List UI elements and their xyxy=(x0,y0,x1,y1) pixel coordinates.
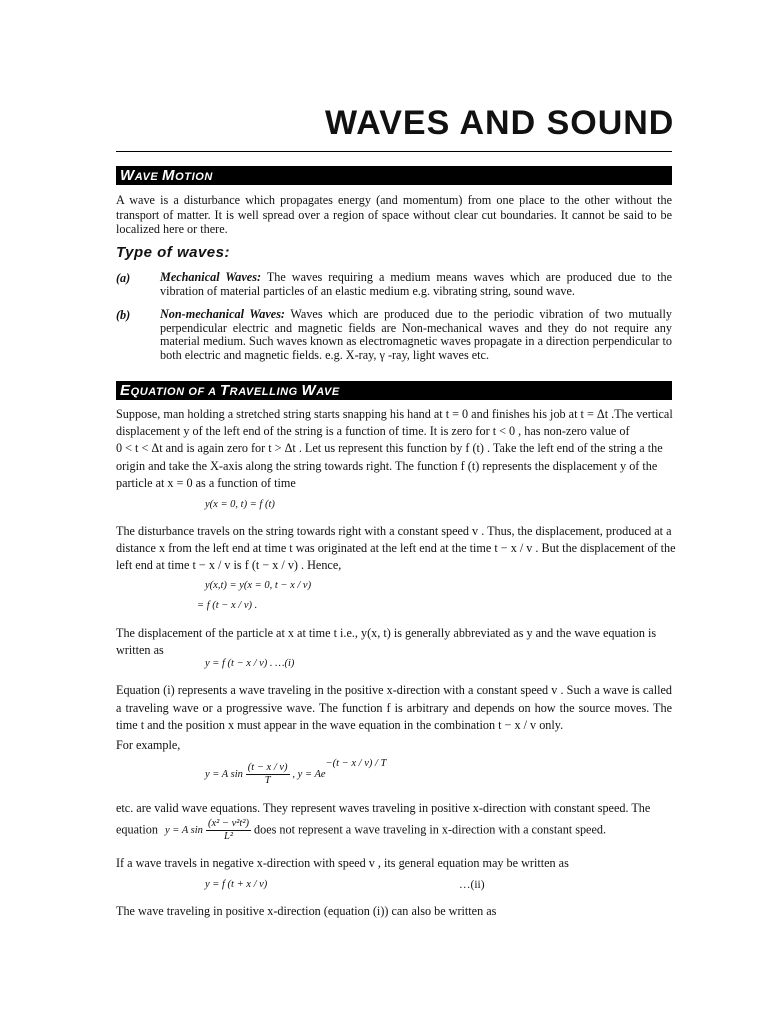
list-marker-a: (a) xyxy=(116,271,131,285)
section-initial: W xyxy=(120,167,135,184)
section-text: QUATION OF A xyxy=(130,386,220,398)
equation-ii: y = f (t + x / v) xyxy=(205,879,268,890)
body-line: Suppose, man holding a stretched string starts snapping his hand at t = 0 and finishes his job at t = Δt .The vertical xyxy=(116,407,673,421)
body-line: The displacement of the particle at x at time t i.e., y(x, t) is generally abbreviated as y and the wave equation is xyxy=(116,626,657,640)
term-non-mechanical: Non-mechanical Waves: xyxy=(160,307,285,321)
body-line: For example, xyxy=(116,738,181,752)
section-bar-travelling-wave xyxy=(116,381,672,400)
fraction-numerator: (t − x / v) xyxy=(247,762,288,773)
body-line: 0 < t < Δt and is again zero for t > Δt . Let us represent this function by f (t) . Take the left end of the string a the xyxy=(116,441,663,455)
body-line: displacement y of the left end of the string is a function of time. It is zero for t < 0 , has non-zero value of xyxy=(116,424,630,438)
example-fraction xyxy=(246,762,290,787)
counter-example-prefix: y = A sin xyxy=(165,825,203,837)
body-line: The disturbance travels on the string towards right with a constant speed v . Thus, the displacement, produced at a xyxy=(116,524,672,538)
equation-displacement-b: = f (t − x / v) . xyxy=(197,600,258,611)
section-text: AVE xyxy=(316,386,340,398)
section-text: RAVELLING xyxy=(229,386,302,398)
body-line: left end at time t − x / v is f (t − x / v) . Hence, xyxy=(116,558,342,572)
equation-ii-label: …(ii) xyxy=(459,879,485,891)
equation-examples xyxy=(205,758,387,787)
counter-example-post: does not represent a wave traveling in x-direction with a constant speed. xyxy=(254,822,607,837)
list-item-mechanical xyxy=(160,271,672,298)
definition-mechanical: The waves requiring a medium means waves which are produced due to the vibration of material particles of an elastic medium e.g. vibrating string, sound wave. xyxy=(160,270,672,298)
section-text: OTION xyxy=(175,171,213,183)
equation-i: y = f (t − x / v) . …(i) xyxy=(205,658,295,669)
section-initial: W xyxy=(301,382,317,399)
body-line: If a wave travels in negative x-direction with speed v , its general equation may be written as xyxy=(116,856,569,870)
fraction-denominator: L² xyxy=(223,831,233,842)
body-line: The wave traveling in positive x-direction (equation (i)) can also be written as xyxy=(116,904,497,918)
list-marker-b: (b) xyxy=(116,308,131,322)
counter-example-pre: equation xyxy=(116,822,158,837)
term-mechanical: Mechanical Waves: xyxy=(160,270,262,284)
section-text: AVE xyxy=(134,171,163,183)
definition-non-mechanical: Waves which are produced due to the periodic vibration of two mutually perpendicular electric and magnetic fields are Non-mechanical waves and they do not require any material medium. Such waves known as electromagnetic waves propagate in a direction perpendicular to both electric and magnetic fields. e.g. X-ray, γ -ray, light waves etc. xyxy=(160,307,672,362)
section-initial: T xyxy=(219,382,230,399)
section-initial: E xyxy=(120,382,131,399)
body-line: etc. are valid wave equations. They represent waves traveling in positive x-direction with constant speed. The xyxy=(116,801,651,815)
page-title: WAVES AND SOUND xyxy=(325,104,675,142)
equation-displacement-a: y(x,t) = y(x = 0, t − x / v) xyxy=(205,580,312,591)
body-line: distance x from the left end at time t was originated at the left end at the time t − x / v . But the displacement of the xyxy=(116,541,676,555)
list-item-non-mechanical xyxy=(160,308,672,362)
example-exponential: , y = Ae xyxy=(292,769,326,781)
body-line: particle at x = 0 as a function of time xyxy=(116,476,296,490)
title-divider xyxy=(116,151,672,152)
body-line: written as xyxy=(116,643,164,657)
wave-motion-paragraph: A wave is a disturbance which propagates energy (and momentum) from one place to the other without the transport of matter. It is well spread over a region of space without clear cut boundaries. It cannot be said to be localized here or there. xyxy=(116,193,672,236)
fraction-numerator: (x² − v²t²) xyxy=(207,818,249,829)
section-bar-wave-motion xyxy=(116,166,672,185)
example-prefix: y = A sin xyxy=(205,769,243,781)
equation-initial-displacement: y(x = 0, t) = f (t) xyxy=(205,499,275,510)
types-heading: Type of waves: xyxy=(116,244,230,261)
exponent: −(t − x / v) / T xyxy=(325,758,387,770)
paragraph-progressive-wave: Equation (i) represents a wave traveling in the positive x-direction with a constant speed v . Such a wave is called a traveling wave or a progressive wave. The function f is arbitrary and depends on how the source moves. The time t and the position x must appear in the wave equation in the combination t − x / v only. xyxy=(116,683,672,732)
counter-example-line xyxy=(116,818,672,843)
section-initial: M xyxy=(162,167,176,184)
fraction-denominator: T xyxy=(264,775,271,786)
body-line: origin and take the X-axis along the string towards right. The function f (t) represents the displacement y of the xyxy=(116,459,658,473)
counter-example-fraction xyxy=(206,818,251,843)
